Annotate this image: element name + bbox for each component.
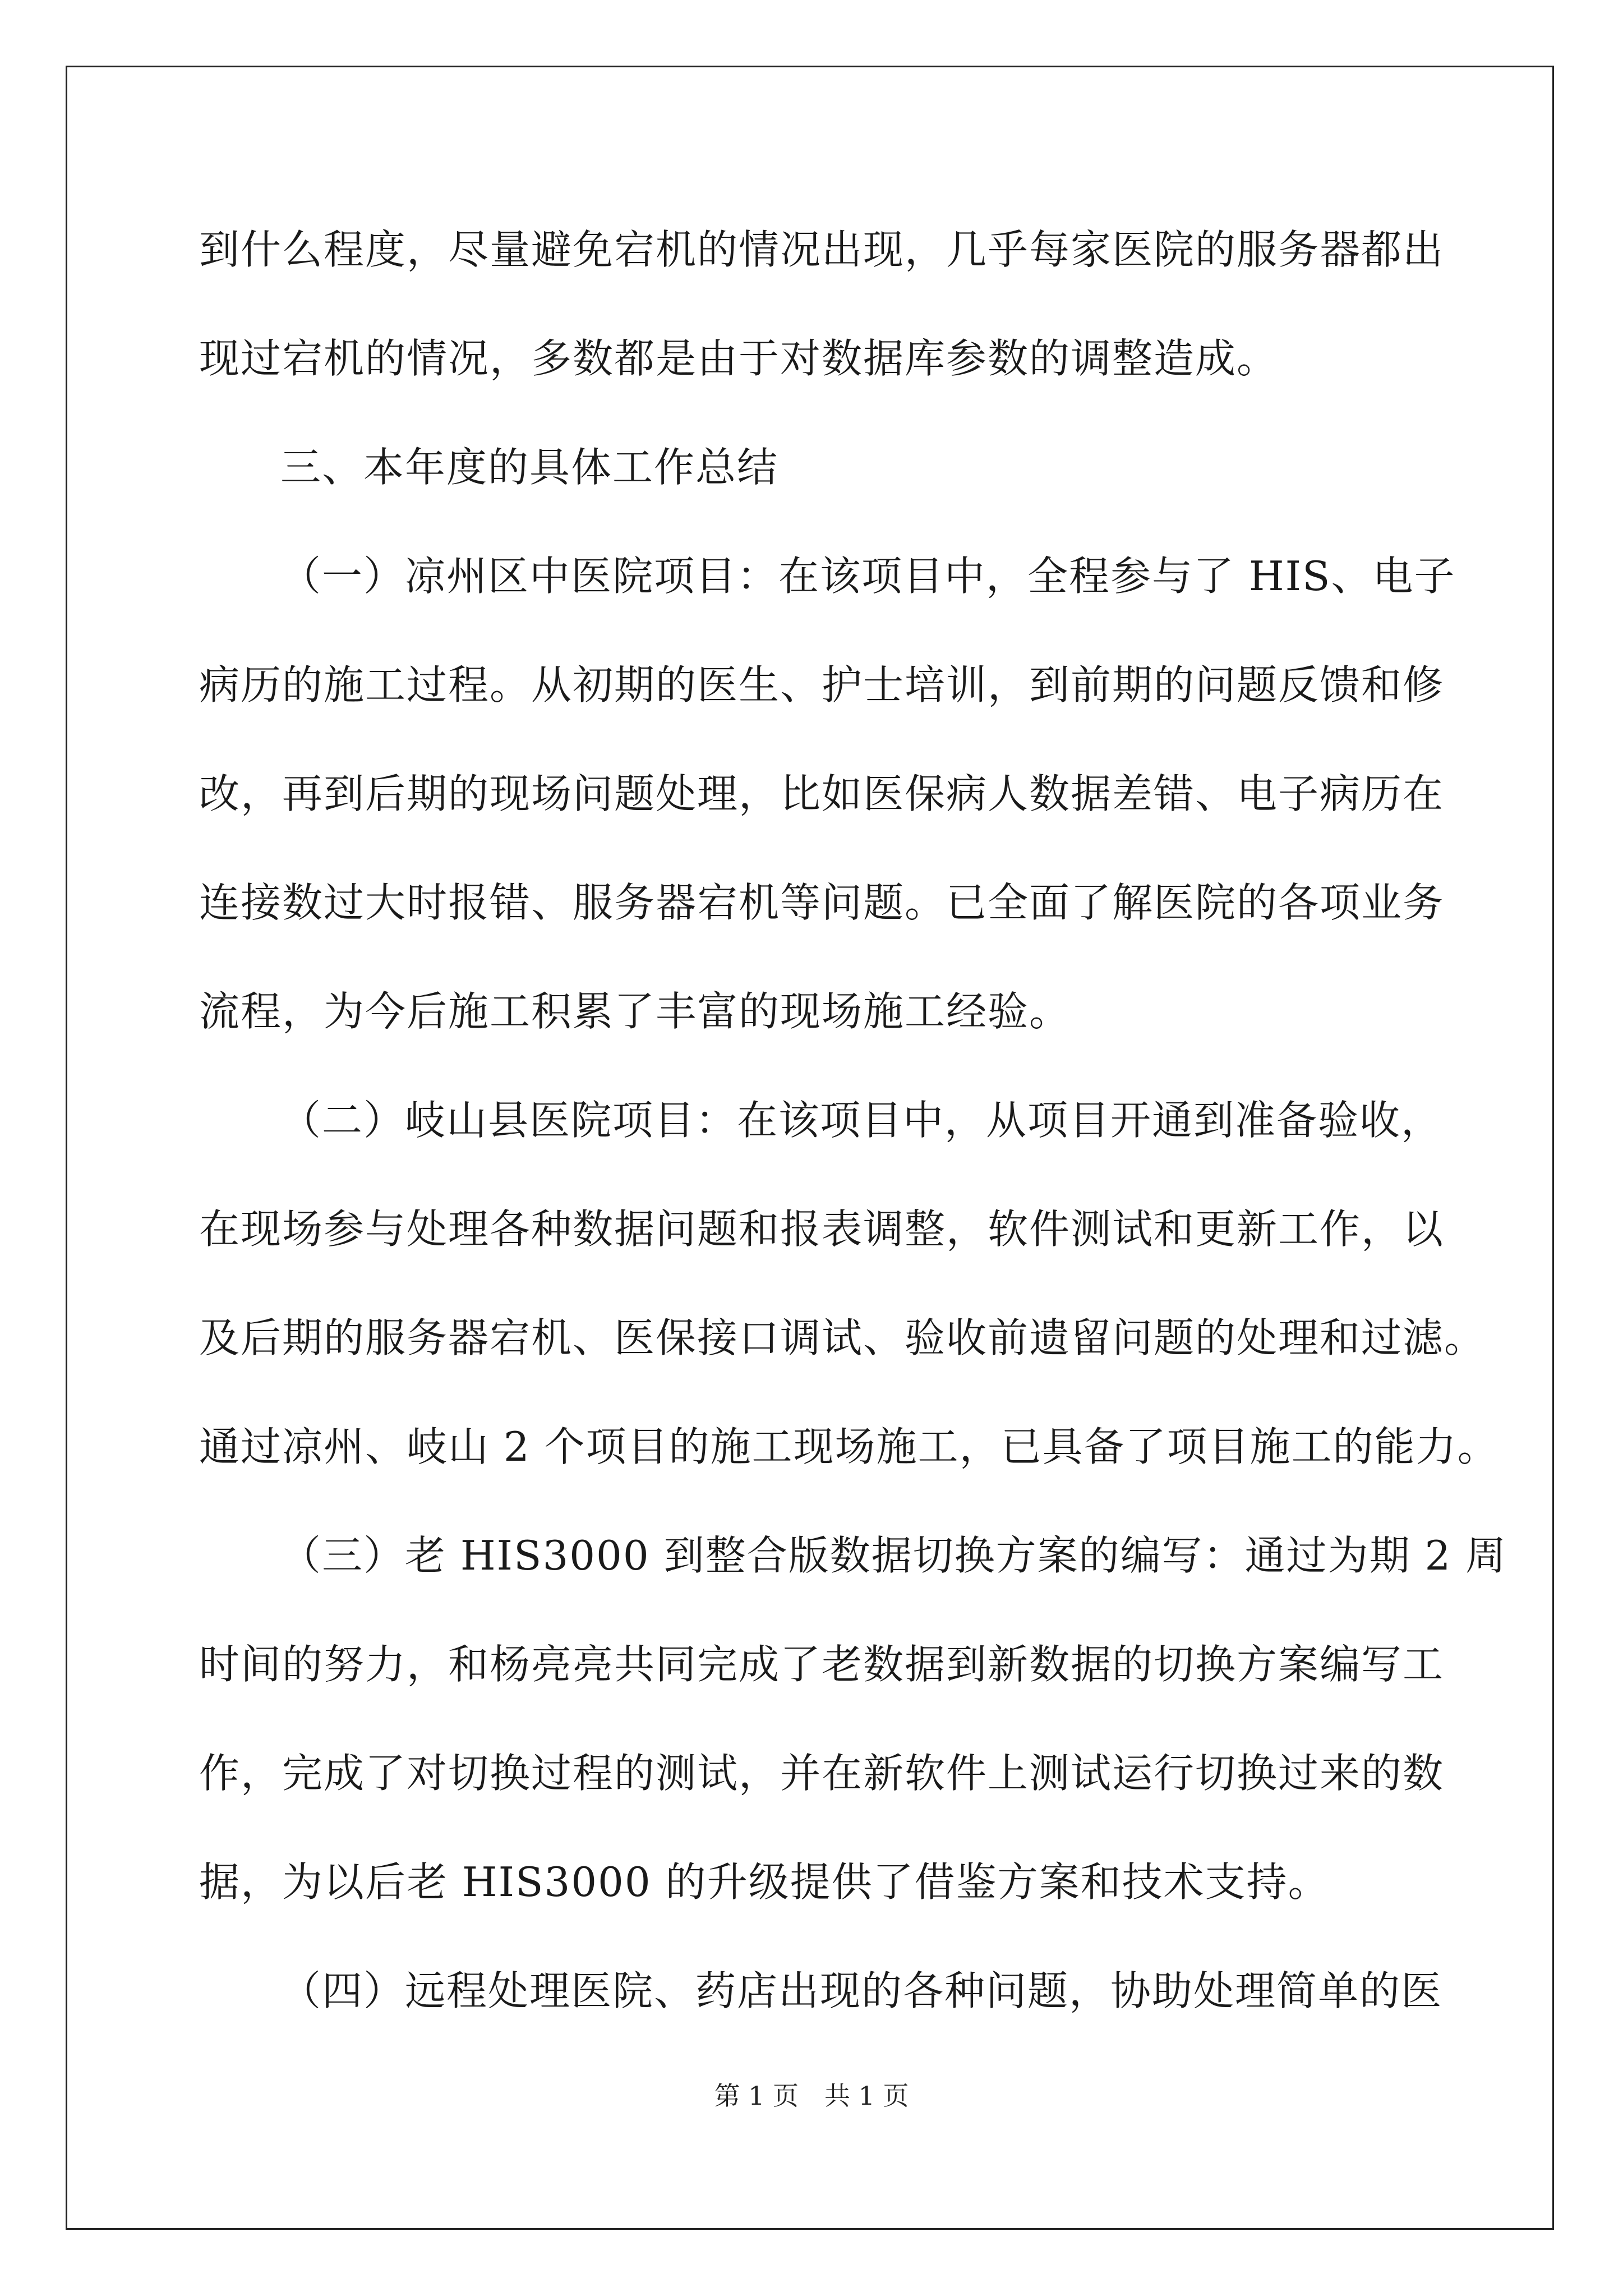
text-line-8: 流程，为今后施工积累了丰富的现场施工经验。 [199,988,1071,1035]
text-line-9: （二）岐山县医院项目：在该项目中，从项目开通到准备验收， [280,1097,1443,1144]
text-line-17: （四）远程处理医院、药店出现的各种问题，协助处理简单的医 [280,1967,1443,2014]
text-line-5: 病历的施工过程。从初期的医生、护士培训，到前期的问题反馈和修 [199,661,1445,708]
text-line-1: 到什么程度，尽量避免宕机的情况出现，几乎每家医院的服务器都出 [199,226,1445,273]
text-line-16: 据，为以后老 HIS3000 的升级提供了借鉴方案和技术支持。 [199,1858,1330,1906]
text-line-13: （三）老 HIS3000 到整合版数据切换方案的编写：通过为期 2 周 [280,1532,1507,1579]
section-heading: 三、本年度的具体工作总结 [280,444,779,491]
text-line-4: （一）凉州区中医院项目：在该项目中，全程参与了 HIS、电子 [280,553,1456,600]
document-body [199,213,1507,2063]
page-footer: 第 1 页 共 1 页 [714,2081,909,2111]
text-line-2: 现过宕机的情况，多数都是由于对数据库参数的调整造成。 [199,335,1279,382]
text-line-10: 在现场参与处理各种数据问题和报表调整，软件测试和更新工作，以 [199,1205,1445,1253]
text-line-6: 改，再到后期的现场问题处理，比如医保病人数据差错、电子病历在 [199,770,1445,817]
text-line-12: 通过凉州、岐山 2 个项目的施工现场施工，已具备了项目施工的能力。 [199,1423,1499,1470]
text-line-14: 时间的努力，和杨亮亮共同完成了老数据到新数据的切换方案编写工 [199,1641,1445,1688]
text-line-11: 及后期的服务器宕机、医保接口调试、验收前遗留问题的处理和过滤。 [199,1314,1486,1361]
text-line-15: 作，完成了对切换过程的测试，并在新软件上测试运行切换过来的数 [199,1750,1445,1797]
text-line-7: 连接数过大时报错、服务器宕机等问题。已全面了解医院的各项业务 [199,879,1445,926]
